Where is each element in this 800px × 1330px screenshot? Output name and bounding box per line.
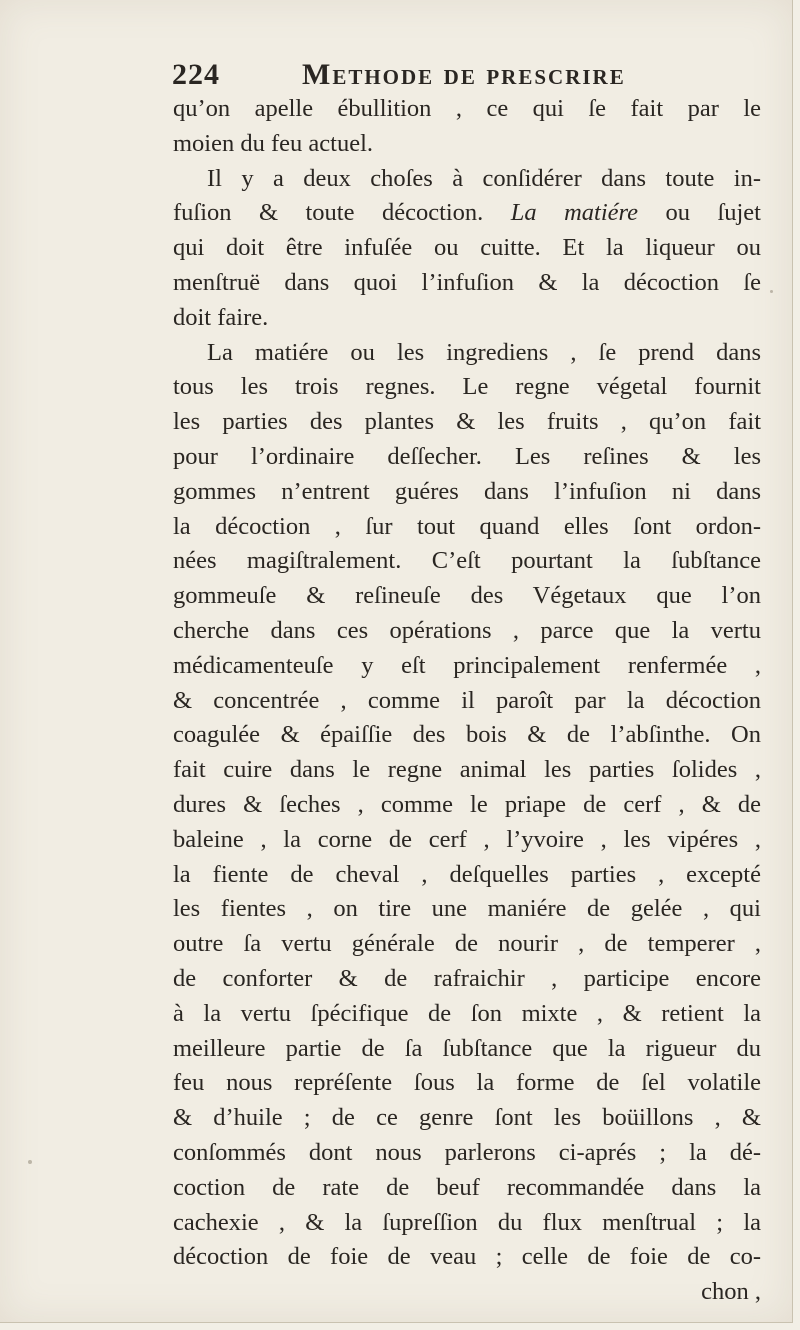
text-line: moien du feu actuel. — [173, 129, 374, 157]
text-segment: ou ſujet — [638, 199, 761, 227]
text-line: & concentrée , comme il paroît par la décoction — [173, 686, 761, 714]
text-line: gommes n’entrent guéres dans l’infuſion ni dans — [173, 477, 761, 505]
text-line: tous les trois regnes. Le regne végetal fournit — [173, 373, 761, 401]
ink-spot — [28, 1160, 32, 1164]
text-line: menſtruë dans quoi l’infuſion & la décoction ſe — [173, 268, 761, 296]
text-line: gommeuſe & reſineuſe des Végetaux que l’on — [173, 582, 761, 610]
text-line: conſommés dont nous parlerons ci-aprés ; la dé- — [173, 1138, 761, 1166]
text-line: meilleure partie de ſa ſubſtance que la rigueur du — [173, 1034, 761, 1062]
text-line — [173, 196, 761, 231]
italic-term: La matiére — [510, 199, 639, 227]
text-line: la décoction , ſur tout quand elles ſont ordon- — [173, 512, 761, 540]
text-line: & d’huile ; de ce genre ſont les boüillons , & — [173, 1104, 761, 1132]
running-title: Methode de prescrire — [302, 58, 626, 91]
text-line: coagulée & épaiſſie des bois & de l’abſinthe. On — [173, 721, 761, 749]
text-line: à la vertu ſpécifique de ſon mixte , & retient la — [173, 999, 761, 1027]
text-line: décoction de foie de veau ; celle de foie de co- — [173, 1243, 761, 1271]
text-line: dures & ſeches , comme le priape de cerf , & de — [173, 790, 761, 818]
text-line: La matiére ou les ingrediens , ſe prend dans — [207, 338, 761, 366]
text-line: pour l’ordinaire deſſecher. Les reſines & les — [173, 442, 761, 470]
ink-spot — [770, 290, 773, 293]
text-line: feu nous repréſente ſous la forme de ſel volatile — [173, 1069, 761, 1097]
text-segment: fuſion & toute décoction. — [173, 199, 511, 227]
text-line: les parties des plantes & les fruits , qu’on fait — [173, 408, 761, 436]
text-line: outre ſa vertu générale de nourir , de temperer , — [173, 930, 761, 958]
text-line: nées magiſtralement. C’eſt pourtant la ſubſtance — [173, 547, 761, 575]
text-line: cachexie , & la ſupreſſion du flux menſtrual ; la — [173, 1208, 761, 1236]
text-line: les fientes , on tire une maniére de gelée , qui — [173, 895, 761, 923]
text-line: baleine , la corne de cerf , l’yvoire , les vipéres , — [173, 825, 761, 853]
page-number: 224 — [172, 58, 220, 91]
text-line: médicamenteuſe y eſt principalement renfermée , — [173, 651, 761, 679]
text-line: fait cuire dans le regne animal les parties ſolides , — [173, 756, 761, 784]
text-line: chon , — [701, 1278, 761, 1306]
text-line: de conforter & de rafraichir , participe encore — [173, 964, 761, 992]
text-line: Il y a deux choſes à conſidérer dans toute in- — [207, 164, 761, 192]
text-line: qu’on apelle ébullition , ce qui ſe fait par le — [173, 95, 761, 122]
text-line: la fiente de cheval , deſquelles parties , excepté — [173, 860, 761, 888]
text-line: cherche dans ces opérations , parce que la vertu — [173, 616, 761, 644]
body-text — [173, 92, 761, 1310]
text-line: qui doit être infuſée ou cuitte. Et la liqueur ou — [173, 234, 761, 262]
text-line: coction de rate de beuf recommandée dans la — [173, 1173, 761, 1201]
text-line: doit faire. — [173, 303, 269, 331]
